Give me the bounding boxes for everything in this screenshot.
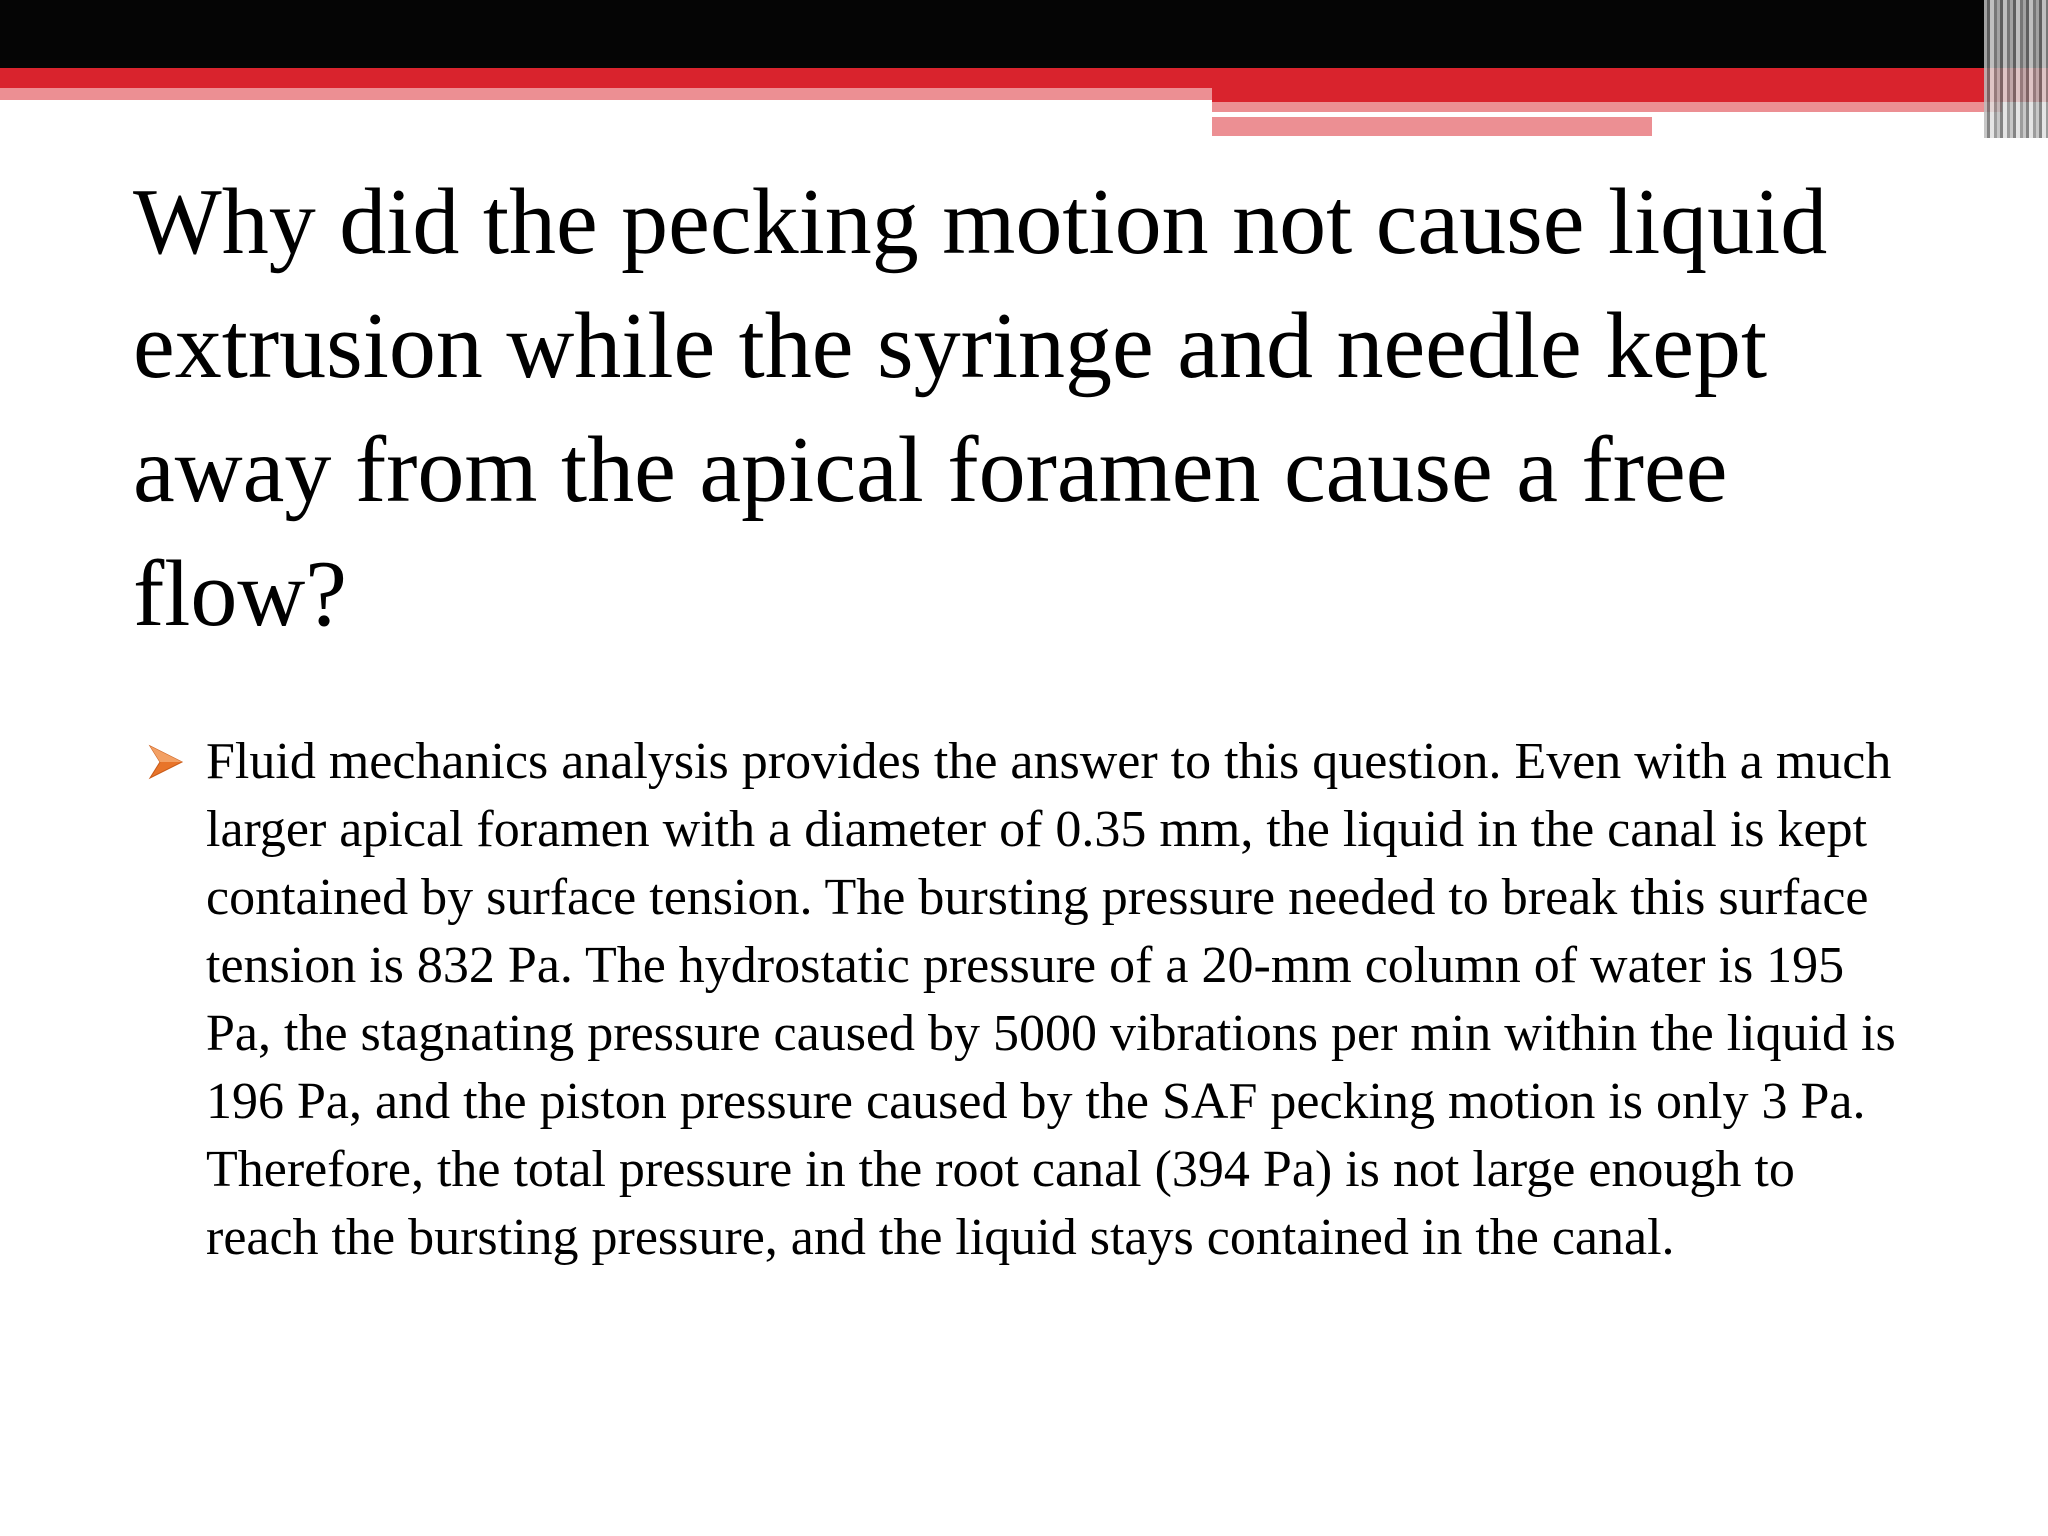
header-red-bar — [0, 68, 2048, 88]
header-pink-bar-right-lower — [1212, 117, 1652, 136]
header-pink-bar-right — [1212, 102, 2002, 112]
slide-title: Why did the pecking motion not cause liquid extrusion while the syringe and needle kept away from the apical foramen cause a free flow? — [133, 170, 1828, 646]
bullet-text: Fluid mechanics analysis provides the answer to this question. Even with a much larger apical foramen with a diameter of 0.35 mm, the liquid in the canal is kept contained by surface tension. The bursting pressure needed to break this surface tension is 832 Pa. The hydrostatic pressure of a 20-mm column of water is 195 Pa, the stagnating pressure caused by 5000 vibrations per min within the liquid is 196 Pa, and the piston pressure caused by the SAF pecking motion is only 3 Pa. Therefore, the total pressure in the root canal (394 Pa) is not large enough to reach the bursting pressure, and the liquid stays contained in the canal. — [206, 733, 1896, 1266]
header-red-bar-right — [1212, 88, 2048, 102]
header-black-bar — [0, 0, 2048, 68]
header-edge-stripes — [1984, 0, 2048, 138]
bullet-item — [140, 728, 1920, 1272]
header-pink-bar-left — [0, 88, 1212, 100]
arrow-bullet-icon — [148, 744, 206, 785]
